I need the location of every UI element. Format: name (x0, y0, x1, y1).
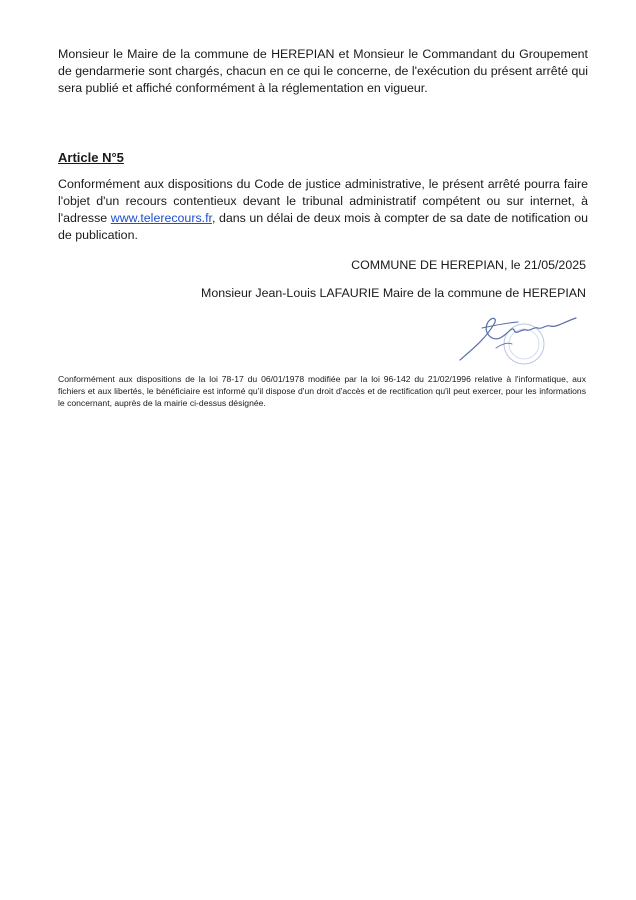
signature-icon (452, 308, 582, 368)
telerecours-link[interactable]: www.telerecours.fr (110, 211, 212, 225)
article-text-before-link: Conformément aux dispositions du Code de justice administrative, le présent arrêté pourra faire l'objet d'un recours contentieux devant le tribunal administratif compétent ou sur internet, à l'adresse (58, 177, 588, 225)
article-paragraph (58, 176, 588, 244)
place-and-date: COMMUNE DE HEREPIAN, le 21/05/2025 (351, 258, 586, 272)
article-heading: Article N°5 (58, 150, 124, 165)
execution-paragraph: Monsieur le Maire de la commune de HEREPIAN et Monsieur le Commandant du Groupement de gendarmerie sont chargés, chacun en ce qui le concerne, de l'exécution du présent arrêté qui sera publié et affiché conformément à la réglementation en vigueur. (58, 47, 588, 95)
signatory-line: Monsieur Jean-Louis LAFAURIE Maire de la commune de HEREPIAN (201, 286, 586, 300)
privacy-notice: Conformément aux dispositions de la loi 78-17 du 06/01/1978 modifiée par la loi 96-142 du 21/02/1996 relative à l'informatique, aux fichiers et aux libertés, le bénéficiaire est informé qu'il dispose d'un droit d'accès et de rectification qu'il peut exercer, pour les informations le concernant, auprès de la mairie ci-dessus désignée. (58, 374, 586, 408)
article-text-after-link: , dans un délai de deux mois à compter de sa date de notification ou de publication. (58, 211, 588, 242)
